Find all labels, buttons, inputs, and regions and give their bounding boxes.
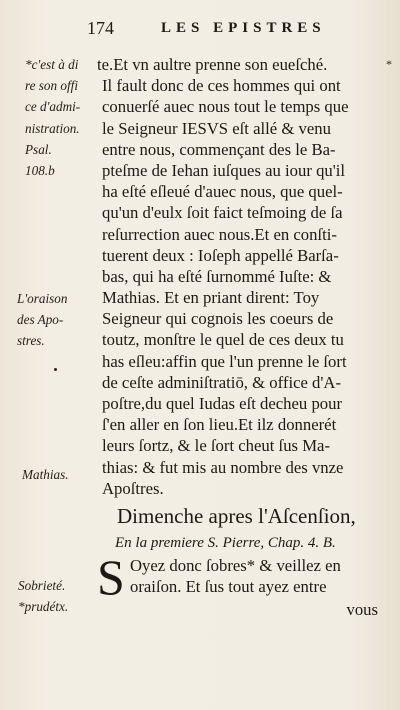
text-line: entre nous, commençant des le Ba-: [102, 139, 336, 159]
text-line: thias: & fut mis au nombre des vnze: [102, 457, 344, 477]
text-line: poſtre,du quel Iudas eſt decheu pour: [102, 394, 343, 413]
scripture-citation: En la premiere S. Pierre, Chap. 4. B.: [115, 534, 336, 551]
text-line: Il fault donc de ces hommes qui ont: [102, 76, 341, 96]
text-line: Oyez donc ſobres* & veillez en: [130, 555, 341, 575]
margin-note-line: stres.: [17, 333, 45, 349]
text-line: oraiſon. Et ſus tout ayez entre: [130, 577, 327, 597]
text-line: bas, qui ha eſté ſurnommé Iuſte: &: [102, 266, 332, 286]
text-line: qu'un d'eulx ſoit faict teſmoing de ſa: [102, 203, 343, 223]
text-line: leurs ſortz, & le ſort cheut ſus Ma-: [102, 436, 331, 456]
margin-note-line: ce d'admi-: [25, 99, 81, 115]
footnote-star-mark: *: [386, 57, 392, 71]
margin-note-line: re son offi: [25, 78, 78, 94]
text-line: ha eſté eſleué d'auec nous, que quel-: [102, 182, 343, 202]
text-line: reſurrection auec nous.Et en conſti-: [102, 224, 337, 244]
dropcap-letter: S: [97, 548, 125, 605]
margin-note-prayer: [17, 288, 67, 352]
section-title: Dimenche apres l'Aſcenſion,: [117, 503, 356, 528]
text-line: le Seigneur IESVS eſt allé & venu: [102, 118, 331, 138]
margin-note-line: L'oraison: [17, 291, 68, 306]
margin-note-line: *prudétx.: [18, 599, 69, 615]
margin-dot-mark: [54, 368, 57, 371]
text-line: has eſleu:affin que l'un prenne le ſort: [102, 351, 347, 371]
text-line: ſ'en aller en ſon lieu.Et ilz donnerét: [102, 415, 337, 435]
text-line: tuerent deux : Ioſeph appellé Barſa-: [102, 245, 339, 265]
margin-note-line: nistration.: [25, 120, 80, 136]
margin-note-line: *c'est à di: [25, 57, 79, 72]
final-word: vous: [346, 599, 378, 619]
text-line: Seigneur qui cognois les coeurs de: [102, 309, 334, 329]
margin-note-line: Psal.: [25, 142, 52, 157]
text-line: conuerſé auec nous tout le temps que: [102, 97, 349, 117]
running-head: LES EPISTRES: [161, 20, 326, 36]
text-line: de ceſte adminiſtratiō, & office d'A-: [102, 372, 342, 392]
dropcap-paragraph: [97, 548, 389, 605]
margin-note-mathias: [22, 464, 69, 485]
text-line: Apoſtres.: [102, 478, 164, 498]
margin-note-line: Mathias.: [22, 467, 69, 482]
text-line: toutz, monſtre le quel de ces deux tu: [102, 330, 344, 350]
text-line: te.Et vn aultre prenne son eueſché.: [97, 55, 328, 74]
margin-note-line: des Apo-: [17, 312, 64, 328]
margin-note-line: 108.b: [25, 163, 55, 179]
margin-note-psalm: [25, 139, 55, 181]
margin-note-line: Sobrieté.: [18, 578, 66, 593]
text-line: Mathias. Et en priant dirent: Toy: [102, 288, 320, 308]
page-header: [83, 18, 373, 40]
main-text-block: [97, 54, 389, 620]
margin-note-sobriety: [18, 575, 68, 617]
text-line: pteſme de Iehan iuſques au iour qu'il: [102, 160, 346, 180]
margin-note-office: [25, 54, 80, 139]
dropcap-text: [130, 555, 389, 597]
page-number: 174: [87, 18, 114, 38]
